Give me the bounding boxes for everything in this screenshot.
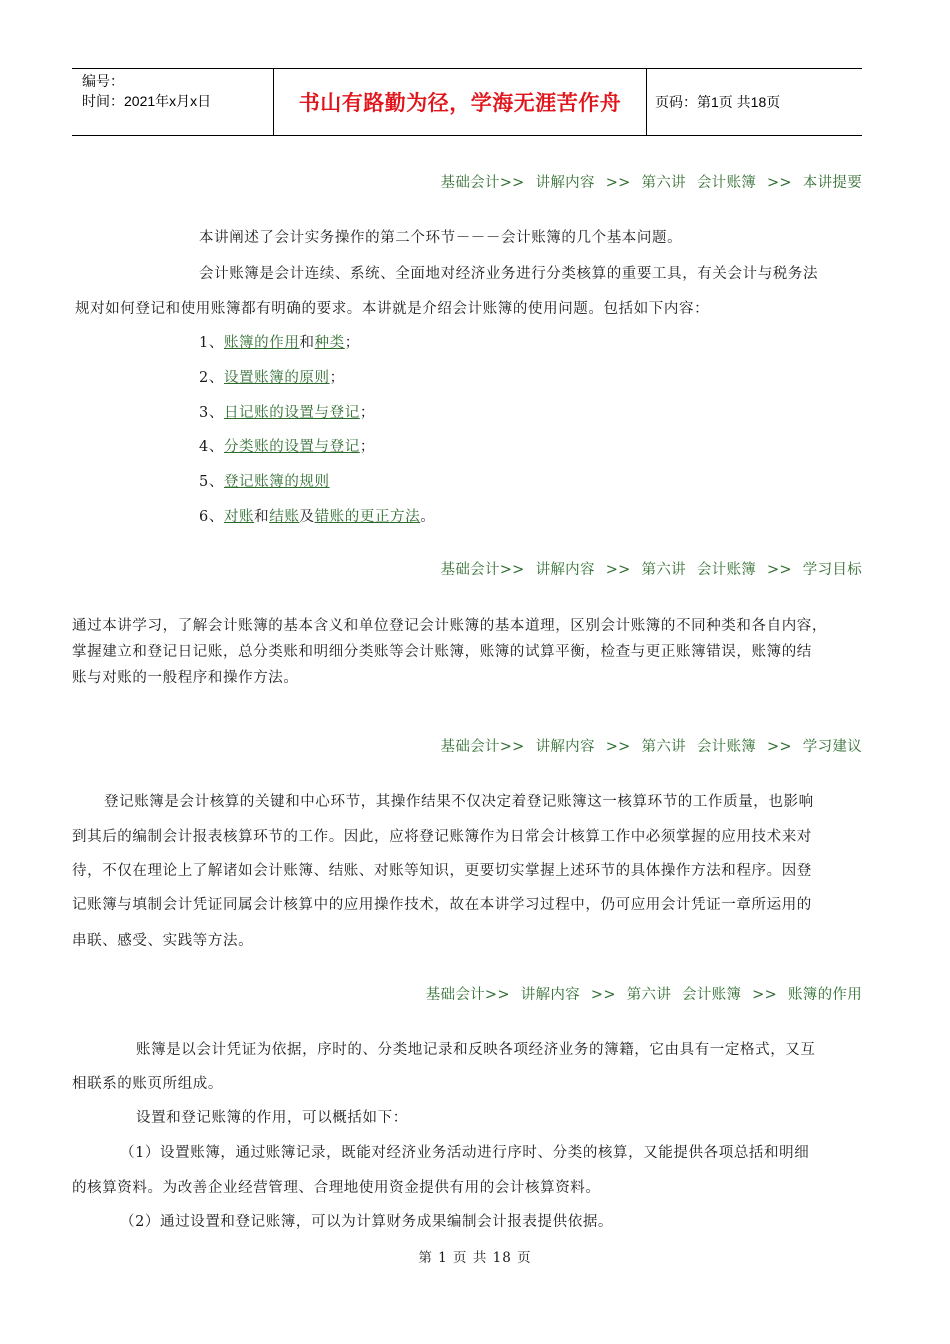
suggestion-line-5: 串联、感受、实践等方法。	[72, 933, 254, 949]
number-label: 编号：	[82, 73, 124, 89]
role-line-2: 相联系的账页所组成。	[72, 1076, 223, 1092]
breadcrumb-item[interactable]: 第六讲	[641, 175, 686, 191]
topic-link[interactable]: 登记账簿的规则	[223, 474, 330, 490]
topic-list-item	[199, 366, 345, 387]
topic-link[interactable]: 种类	[314, 335, 345, 351]
header-page-info	[647, 69, 862, 135]
topic-link[interactable]: 结账	[269, 509, 300, 525]
intro-paragraph-2-line-1: 会计账簿是会计连续、系统、全面地对经济业务进行分类核算的重要工具，有关会计与税务法	[199, 266, 819, 282]
breadcrumb-current: 学习目标	[802, 562, 862, 578]
topic-connector: 和	[299, 335, 315, 351]
topic-number: 1、	[199, 335, 224, 351]
breadcrumb-item[interactable]: 讲解内容	[535, 175, 595, 191]
topic-link[interactable]: 错账的更正方法	[314, 509, 421, 525]
suggestion-line-1: 登记账簿是会计核算的关键和中心环节，其操作结果不仅决定着登记账簿这一核算环节的工作质量，也影响	[104, 794, 814, 810]
header-meta	[72, 69, 273, 135]
goals-line-1: 通过本讲学习，了解会计账簿的基本含义和单位登记会计账簿的基本道理，区别会计账簿的不同种类和各自内容，	[72, 618, 827, 634]
breadcrumb-separator: >>	[766, 175, 792, 191]
breadcrumb-item[interactable]: 基础会计>>	[440, 739, 525, 755]
breadcrumb-goals	[441, 558, 862, 579]
breadcrumb-item[interactable]: 第六讲	[641, 562, 686, 578]
intro-paragraph-2-line-2: 规对如何登记和使用账簿都有明确的要求。本讲就是介绍会计账簿的使用问题。包括如下内容：	[75, 301, 710, 317]
topic-link[interactable]: 日记账的设置与登记	[223, 405, 360, 421]
header-motto-cell	[273, 69, 647, 135]
breadcrumb-item[interactable]: 基础会计>>	[440, 175, 525, 191]
topic-number: 2、	[199, 370, 224, 386]
breadcrumb-role	[426, 983, 862, 1004]
breadcrumb-separator: >>	[766, 739, 792, 755]
page-info: 页码：第1页 共18页	[655, 94, 781, 110]
time-label: 时间：2021年x月x日	[82, 93, 212, 109]
topic-list-item	[199, 505, 435, 526]
breadcrumb-suggestions	[441, 735, 862, 756]
breadcrumb-item[interactable]: 讲解内容	[535, 739, 595, 755]
breadcrumb-summary	[441, 171, 862, 192]
suggestion-line-4: 记账簿与填制会计凭证同属会计核算中的应用操作技术，故在本讲学习过程中，仍可应用会计凭证一章所运用的	[72, 897, 812, 913]
breadcrumb-item[interactable]: 会计账簿	[696, 175, 757, 191]
role-line-3: 设置和登记账簿的作用，可以概括如下：	[136, 1110, 408, 1126]
suggestion-line-3: 待，不仅在理论上了解诸如会计账簿、结账、对账等知识，更要切实掌握上述环节的具体操作方法和程序。因登	[72, 863, 812, 879]
page-footer: 第 1 页 共 18 页	[418, 1250, 532, 1266]
breadcrumb-item[interactable]: 会计账簿	[696, 739, 757, 755]
document-header	[72, 68, 862, 136]
breadcrumb-separator: >>	[605, 739, 631, 755]
topic-number: 4、	[199, 439, 224, 455]
breadcrumb-current: 本讲提要	[802, 175, 862, 191]
topic-connector: ；	[329, 370, 345, 386]
topic-number: 3、	[199, 405, 224, 421]
role-line-5: 的核算资料。为改善企业经营管理、合理地使用资金提供有用的会计核算资料。	[72, 1180, 601, 1196]
topic-connector: 和	[254, 509, 270, 525]
topic-link[interactable]: 设置账簿的原则	[223, 370, 330, 386]
suggestion-line-2: 到其后的编制会计报表核算环节的工作。因此，应将登记账簿作为日常会计核算工作中必须掌握的应用技术来对	[72, 829, 812, 845]
breadcrumb-item[interactable]: 讲解内容	[520, 987, 580, 1003]
topic-list-item	[199, 331, 360, 352]
topic-connector: ；	[359, 439, 375, 455]
breadcrumb-item[interactable]: 第六讲	[626, 987, 672, 1003]
motto: 书山有路勤为径，学海无涯苦作舟	[298, 91, 622, 115]
goals-line-3: 账与对账的一般程序和操作方法。	[72, 670, 299, 686]
breadcrumb-item[interactable]: 基础会计>>	[425, 987, 510, 1003]
breadcrumb-item[interactable]: 基础会计>>	[440, 562, 525, 578]
breadcrumb-separator: >>	[605, 562, 631, 578]
breadcrumb-current: 学习建议	[802, 739, 862, 755]
intro-paragraph-1: 本讲阐述了会计实务操作的第二个环节－－－会计账簿的几个基本问题。	[199, 230, 683, 246]
breadcrumb-separator: >>	[590, 987, 616, 1003]
topic-list-item	[199, 401, 375, 422]
role-line-4: （1）设置账簿，通过账簿记录，既能对经济业务活动进行序时、分类的核算，又能提供各项总括和明细	[120, 1145, 810, 1161]
topic-connector: 。	[420, 509, 436, 525]
breadcrumb-item[interactable]: 讲解内容	[535, 562, 595, 578]
breadcrumb-separator: >>	[752, 987, 778, 1003]
breadcrumb-current: 账簿的作用	[788, 987, 862, 1003]
topic-connector: 及	[299, 509, 315, 525]
topic-list-item	[199, 435, 375, 456]
topic-connector: ；	[344, 335, 360, 351]
role-line-6: （2）通过设置和登记账簿，可以为计算财务成果编制会计报表提供依据。	[120, 1214, 614, 1230]
role-line-1: 账簿是以会计凭证为依据，序时的、分类地记录和反映各项经济业务的簿籍，它由具有一定格式，又互	[136, 1042, 816, 1058]
topic-connector: ；	[359, 405, 375, 421]
breadcrumb-separator: >>	[605, 175, 631, 191]
topic-number: 6、	[199, 509, 224, 525]
topic-list-item	[199, 470, 330, 491]
breadcrumb-item[interactable]: 会计账簿	[696, 562, 757, 578]
breadcrumb-separator: >>	[766, 562, 792, 578]
breadcrumb-item[interactable]: 会计账簿	[682, 987, 742, 1003]
breadcrumb-item[interactable]: 第六讲	[641, 739, 686, 755]
goals-line-2: 掌握建立和登记日记账，总分类账和明细分类账等会计账簿，账簿的试算平衡，检查与更正账簿错误，账簿的结	[72, 644, 812, 660]
topic-link[interactable]: 对账	[223, 509, 255, 525]
topic-link[interactable]: 分类账的设置与登记	[223, 439, 360, 455]
topic-link[interactable]: 账簿的作用	[223, 335, 300, 351]
topic-number: 5、	[199, 474, 224, 490]
